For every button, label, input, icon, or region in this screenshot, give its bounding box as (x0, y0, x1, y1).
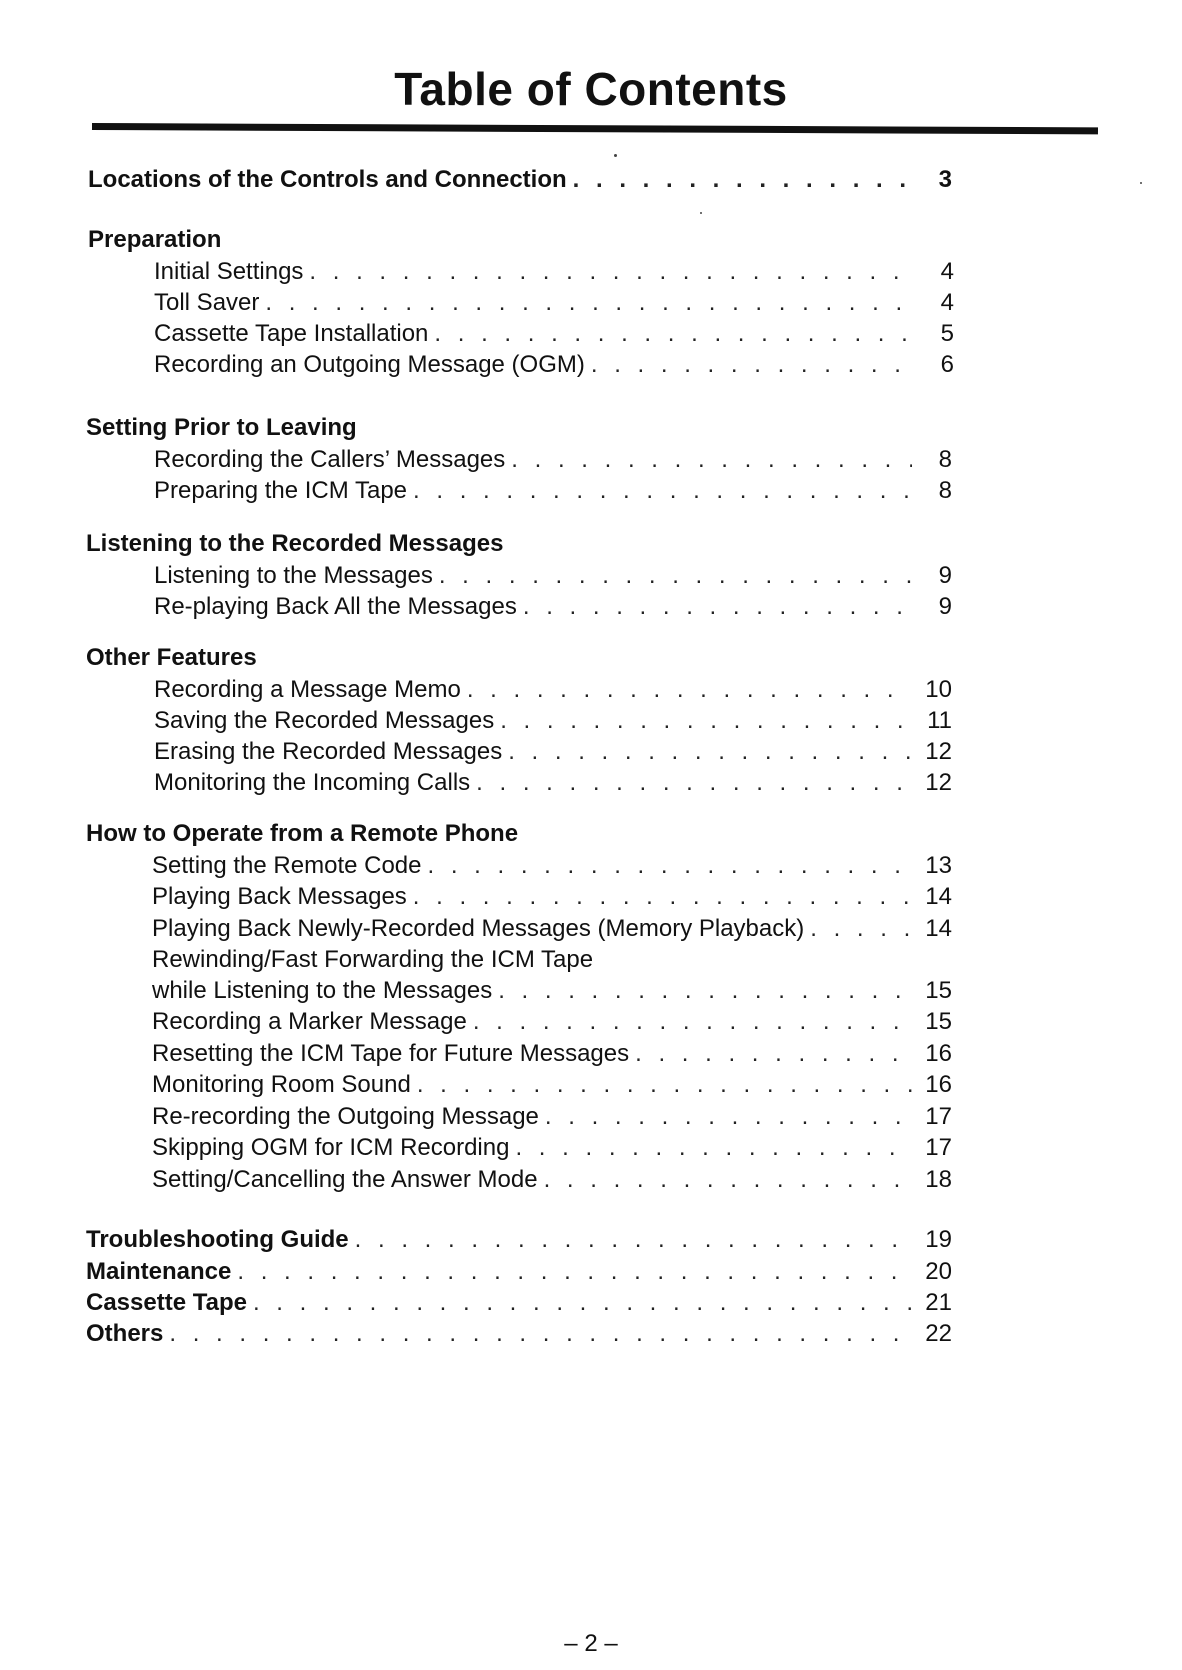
toc-entry (152, 1164, 952, 1196)
toc-page-number: 4 (940, 289, 954, 316)
toc-entry (154, 475, 952, 507)
toc-entry (154, 287, 954, 319)
toc-entry-locations (88, 164, 952, 196)
toc-entry-label: Others (86, 1320, 164, 1347)
toc-entry-label: Troubleshooting Guide (86, 1226, 349, 1253)
dot-leader (413, 475, 912, 507)
dot-leader (511, 444, 912, 476)
toc-entry (152, 881, 952, 913)
dot-leader (591, 349, 914, 381)
dot-leader (544, 1164, 912, 1196)
toc-entry-label: Rewinding/Fast Forwarding the ICM Tape (152, 946, 594, 973)
toc-entry (152, 1132, 952, 1164)
toc-entry-label: Toll Saver (154, 289, 260, 316)
section-heading-other: Other Features (86, 644, 257, 671)
toc-page-number: 14 (925, 915, 952, 942)
dot-leader (635, 1038, 912, 1070)
scan-speck (614, 154, 617, 157)
toc-entry-label: Playing Back Newly-Recorded Messages (Memory Playback) (152, 915, 805, 942)
section-heading-preparation: Preparation (88, 226, 222, 253)
toc-entry-label: Recording a Marker Message (152, 1008, 467, 1035)
toc-page-number: 9 (938, 593, 952, 620)
scan-speck (1140, 182, 1142, 184)
toc-page-number: 15 (925, 1008, 952, 1035)
dot-leader (237, 1256, 912, 1288)
toc-page-number: 16 (925, 1071, 952, 1098)
toc-page-number: 12 (925, 738, 952, 765)
dot-leader (573, 164, 912, 196)
toc-entry-label: Recording a Message Memo (154, 676, 461, 703)
toc-page-number: 14 (925, 883, 952, 910)
toc-page-number: 8 (938, 446, 952, 473)
toc-entry (154, 560, 952, 592)
dot-leader (476, 767, 912, 799)
toc-page-number: 5 (940, 320, 954, 347)
toc-entry (154, 349, 954, 381)
toc-entry-label: Setting the Remote Code (152, 852, 422, 879)
toc-page-number: 16 (925, 1040, 952, 1067)
dot-leader (473, 1006, 912, 1038)
toc-entry-label: Monitoring the Incoming Calls (154, 769, 471, 796)
scan-speck (700, 212, 702, 214)
toc-entry-label: while Listening to the Messages (152, 977, 493, 1004)
dot-leader (309, 256, 914, 288)
page-number-footer: – 2 – (564, 1630, 618, 1657)
toc-entry-others (86, 1318, 952, 1350)
dot-leader (508, 736, 912, 768)
toc-page-number: 6 (940, 351, 954, 378)
section-heading-remote: How to Operate from a Remote Phone (86, 820, 519, 847)
toc-entry-label: Resetting the ICM Tape for Future Messages (152, 1040, 630, 1067)
dot-leader (413, 881, 912, 913)
dot-leader (515, 1132, 912, 1164)
dot-leader (810, 913, 912, 945)
toc-entry (154, 591, 952, 623)
dot-leader (467, 674, 912, 706)
dot-leader (355, 1224, 912, 1256)
toc-entry-label: Setting/Cancelling the Answer Mode (152, 1166, 538, 1193)
toc-entry-label: Playing Back Messages (152, 883, 407, 910)
toc-page-number: 17 (925, 1134, 952, 1161)
toc-entry-label: Recording the Callers’ Messages (154, 446, 506, 473)
toc-entry (152, 850, 952, 882)
toc-page-number: 21 (925, 1289, 952, 1316)
page-title: Table of Contents (394, 63, 788, 115)
dot-leader (439, 560, 912, 592)
toc-page-number: 19 (925, 1226, 952, 1253)
toc-page-number: 11 (927, 707, 952, 734)
toc-entry-label: Cassette Tape Installation (154, 320, 429, 347)
section-heading-listening: Listening to the Recorded Messages (86, 530, 504, 557)
toc-page-number: 8 (938, 477, 952, 504)
toc-page-number: 13 (925, 852, 952, 879)
toc-entry (154, 444, 952, 476)
toc-entry-label: Monitoring Room Sound (152, 1071, 411, 1098)
toc-page-number: 18 (925, 1166, 952, 1193)
toc-entry (154, 256, 954, 288)
toc-entry (152, 975, 952, 1007)
toc-entry (152, 1069, 952, 1101)
toc-page-number: 10 (925, 676, 952, 703)
toc-page-number: 3 (938, 166, 952, 193)
toc-entry-maintenance (86, 1256, 952, 1288)
dot-leader (417, 1069, 912, 1101)
toc-entry-label: Locations of the Controls and Connection (88, 166, 567, 193)
toc-entry-label: Re-playing Back All the Messages (154, 593, 517, 620)
toc-entry-label: Erasing the Recorded Messages (154, 738, 503, 765)
toc-page-number: 22 (925, 1320, 952, 1347)
toc-entry-label: Recording an Outgoing Message (OGM) (154, 351, 585, 378)
toc-entry (152, 1101, 952, 1133)
dot-leader (428, 850, 913, 882)
toc-entry-label: Maintenance (86, 1258, 232, 1285)
toc-page-number: 20 (925, 1258, 952, 1285)
dot-leader (253, 1287, 912, 1319)
toc-entry (152, 913, 952, 945)
toc-entry (154, 767, 952, 799)
toc-page-number: 12 (925, 769, 952, 796)
toc-entry-label: Saving the Recorded Messages (154, 707, 495, 734)
toc-entry-label: Cassette Tape (86, 1289, 247, 1316)
toc-entry-label: Listening to the Messages (154, 562, 433, 589)
toc-page-number: 4 (940, 258, 954, 285)
toc-entry (154, 736, 952, 768)
dot-leader (265, 287, 914, 319)
toc-page-number: 15 (925, 977, 952, 1004)
dot-leader (545, 1101, 912, 1133)
dot-leader (523, 591, 912, 623)
toc-entry (154, 674, 952, 706)
section-heading-setting: Setting Prior to Leaving (86, 414, 357, 441)
toc-entry-label: Initial Settings (154, 258, 304, 285)
toc-page-number: 9 (938, 562, 952, 589)
dot-leader (498, 975, 912, 1007)
dot-leader (434, 318, 914, 350)
toc-entry (154, 318, 954, 350)
toc-entry-label: Preparing the ICM Tape (154, 477, 408, 504)
toc-entry-troubleshooting (86, 1224, 952, 1256)
toc-entry-cassette-tape (86, 1287, 952, 1319)
toc-entry (154, 705, 952, 737)
dot-leader (500, 705, 912, 737)
toc-entry-label: Skipping OGM for ICM Recording (152, 1134, 510, 1161)
toc-entry-label: Re-recording the Outgoing Message (152, 1103, 539, 1130)
toc-entry (152, 1006, 952, 1038)
dot-leader (169, 1318, 912, 1350)
toc-entry (152, 1038, 952, 1070)
toc-page-number: 17 (925, 1103, 952, 1130)
